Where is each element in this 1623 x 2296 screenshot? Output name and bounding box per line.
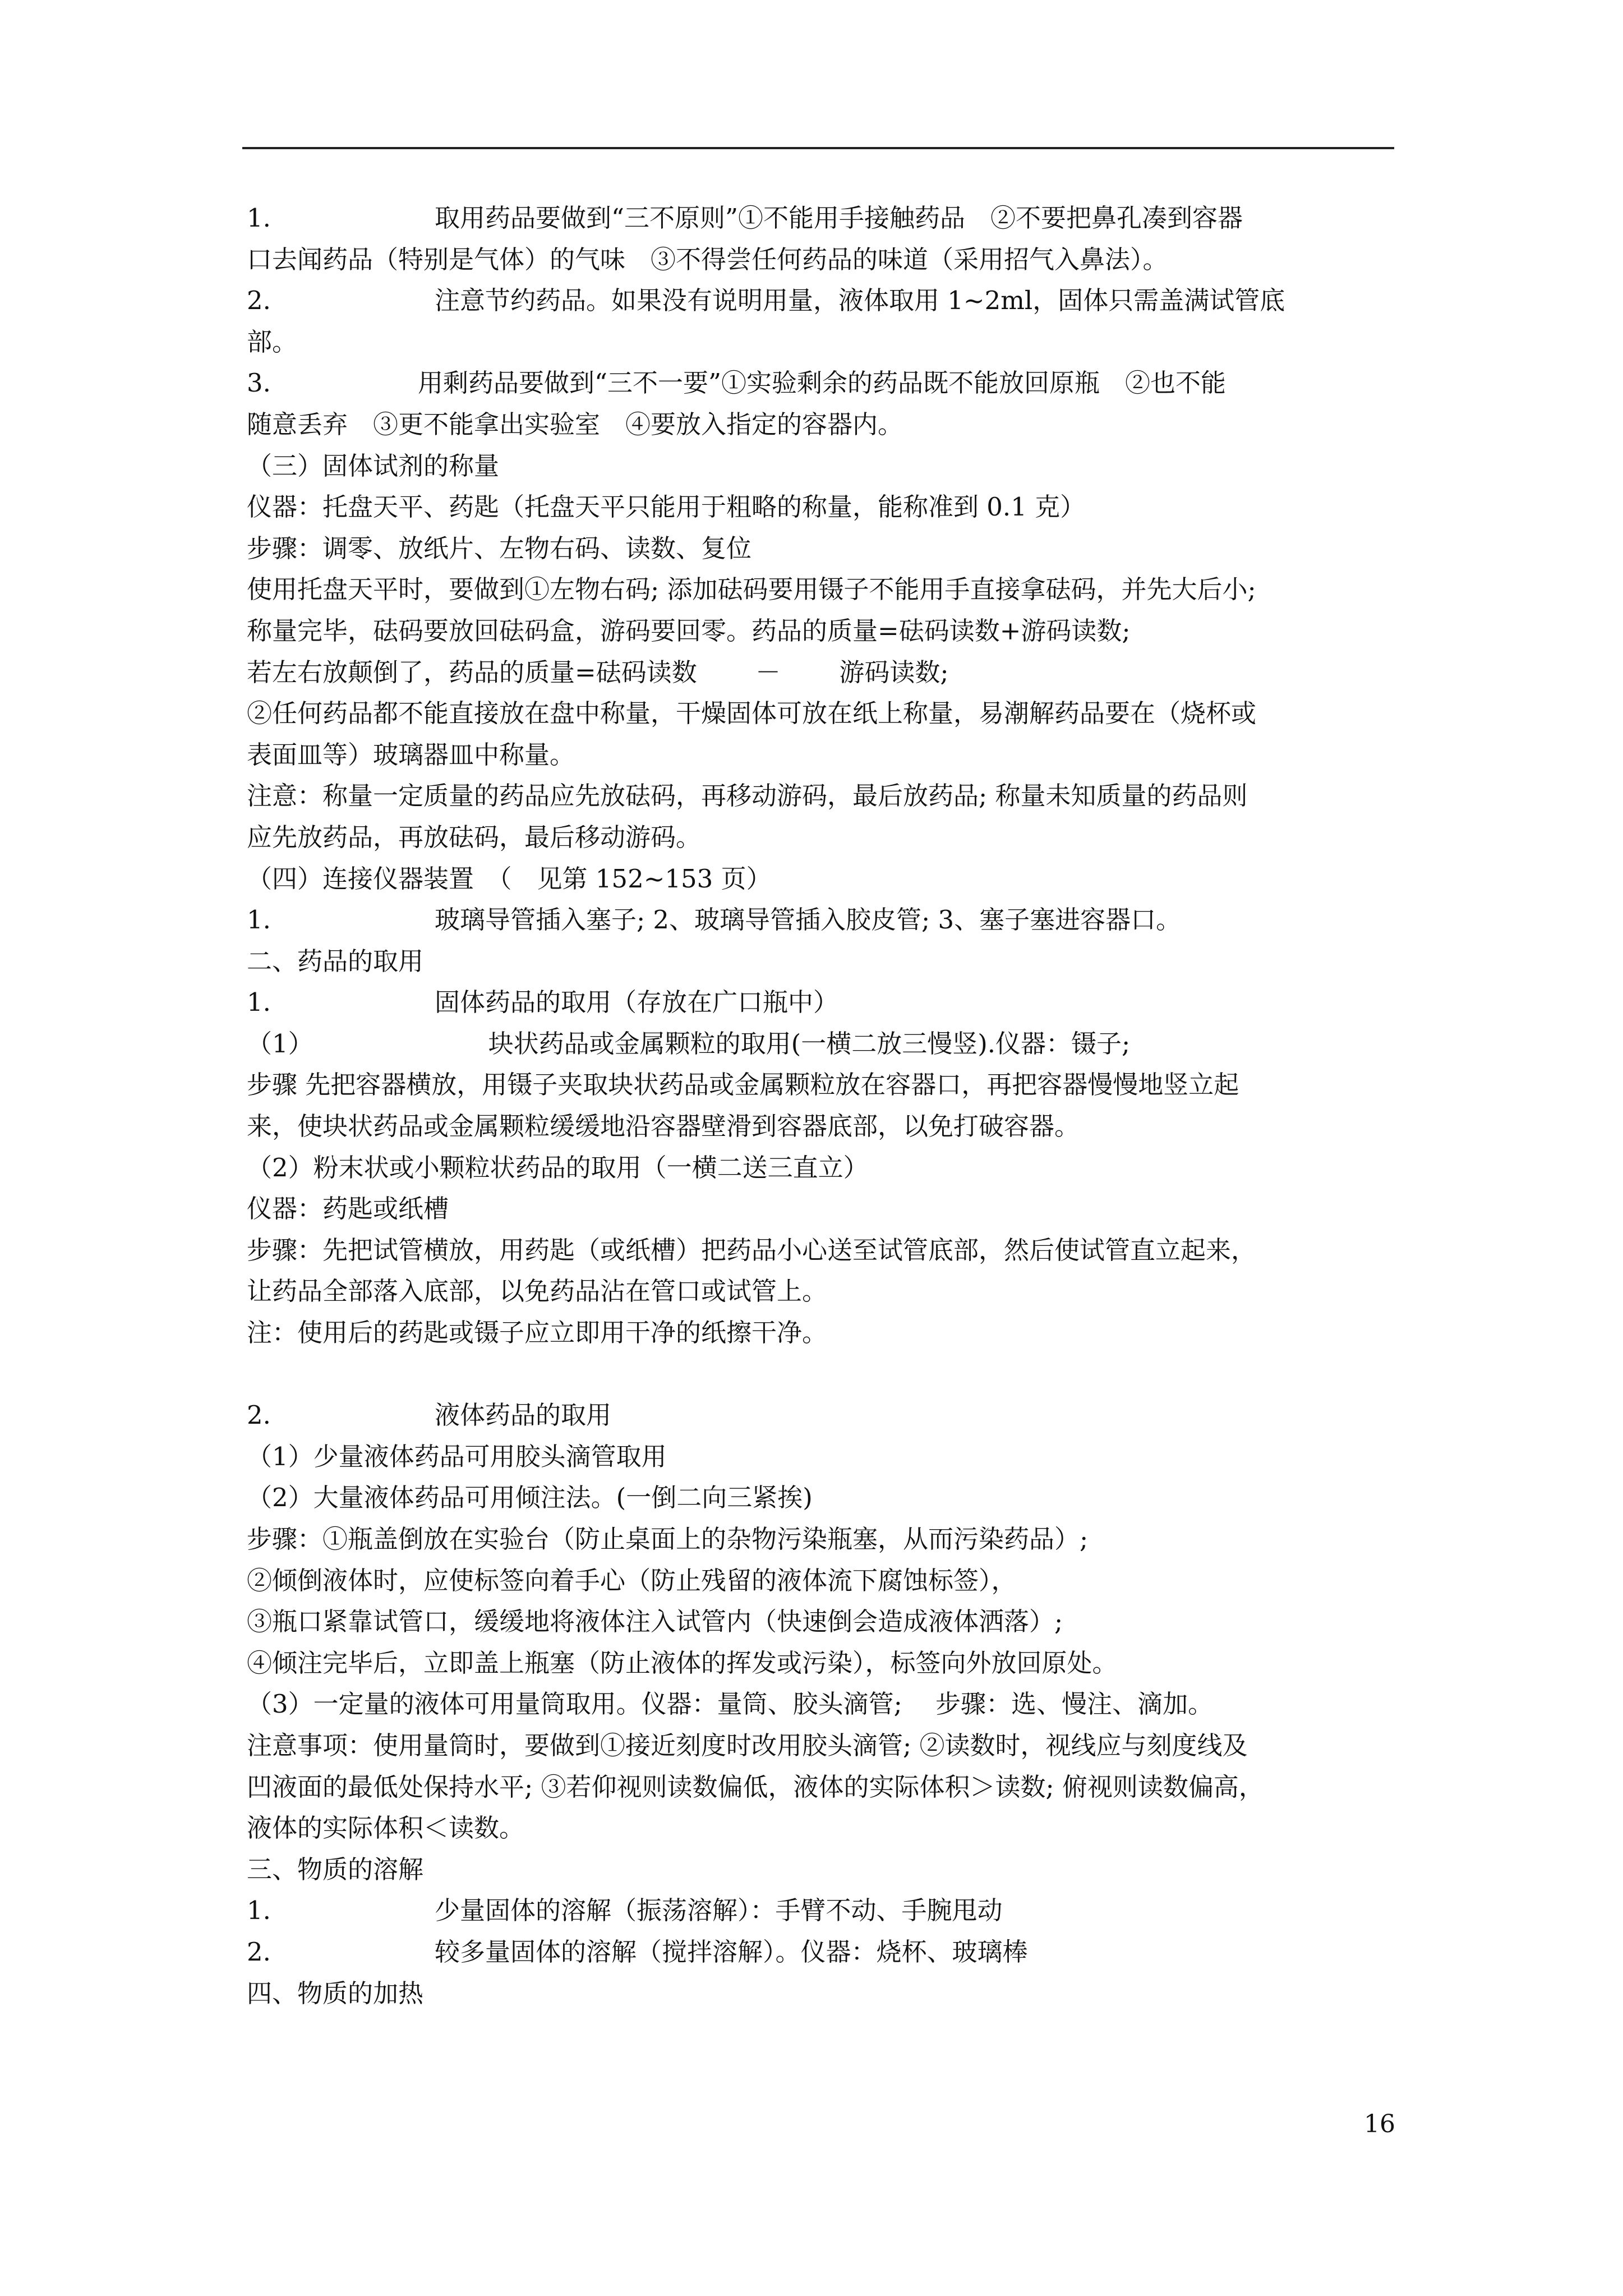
line-text: 注意事项：使用量筒时，要做到①接近刻度时改用胶头滴管; ②读数时，视线应与刻度线及 [247,1730,1248,1760]
line-text: 来，使块状药品或金属颗粒缓缓地沿容器壁滑到容器底部，以免打破容器。 [247,1111,1080,1142]
item-number: 1. [247,1895,271,1926]
text-line [247,1477,1402,1519]
line-text: （2）大量液体药品可用倾注法。(一倒二向三紧挨) [247,1483,813,1513]
line-text: 凹液面的最低处保持水平; ③若仰视则读数偏低，液体的实际体积＞读数; 俯视则读数偏高， [247,1772,1264,1802]
line-text: 让药品全部落入底部，以免药品沾在管口或试管上。 [247,1276,828,1306]
line-text: 若左右放颠倒了，药品的质量=砝码读数 － 游码读数; [247,657,949,687]
text-line [247,1849,1402,1890]
line-text: （三）固体试剂的称量 [247,450,500,481]
item-number: 2. [247,286,271,316]
text-line [247,528,1402,569]
text-line [247,982,1402,1023]
item-number: 1. [247,203,271,233]
line-text: 步骤：先把试管横放，用药匙（或纸槽）把药品小心送至试管底部，然后使试管直立起来， [247,1235,1257,1265]
text-line [247,1188,1402,1230]
item-number: 1. [247,905,271,935]
line-text: 仪器：托盘天平、药匙（托盘天平只能用于粗略的称量，能称准到 0.1 克） [247,492,1086,522]
line-text: 部。 [247,326,298,357]
text-line [247,569,1402,610]
line-text: 固体药品的取用（存放在广口瓶中） [434,987,838,1018]
text-line [247,858,1402,900]
text-line [247,1766,1402,1808]
text-line [247,321,1402,363]
text-line [247,1601,1402,1642]
text-line [247,1147,1402,1189]
item-number: 2. [247,1400,271,1430]
text-line [247,1973,1402,2014]
line-text: 仪器：药匙或纸槽 [247,1194,449,1224]
text-line [247,1436,1402,1478]
line-text: 称量完毕，砝码要放回砝码盒，游码要回零。药品的质量=砝码读数+游码读数; [247,615,1131,646]
line-text: 注意：称量一定质量的药品应先放砝码，再移动游码，最后放药品; 称量未知质量的药品则 [247,781,1248,811]
line-text: 口去闻药品（特别是气体）的气味 ③不得尝任何药品的味道（采用招气入鼻法）。 [247,244,1168,274]
line-text: （1）少量液体药品可用胶头滴管取用 [247,1441,667,1471]
line-text: ④倾注完毕后，立即盖上瓶塞（防止液体的挥发或污染），标签向外放回原处。 [247,1648,1118,1678]
document-body [247,197,1402,2014]
line-text: ②任何药品都不能直接放在盘中称量，干燥固体可放在纸上称量，易潮解药品要在（烧杯或 [247,698,1257,729]
line-text: 液体药品的取用 [434,1400,611,1430]
text-line [247,652,1402,693]
item-number: 2. [247,1936,271,1967]
header-rule [242,147,1394,149]
line-text: 用剩药品要做到“三不一要”①实验剩余的药品既不能放回原瓶 ②也不能 [417,368,1226,398]
text-line [247,197,1402,239]
line-text: 液体的实际体积＜读数。 [247,1813,525,1843]
item-number: 3. [247,368,271,398]
text-line [247,775,1402,817]
text-line [247,610,1402,652]
line-text: ②倾倒液体时，应使标签向着手心（防止残留的液体流下腐蚀标签）， [247,1565,1017,1595]
line-text: 注意节约药品。如果没有说明用量，液体取用 1~2ml，固体只需盖满试管底 [434,286,1285,316]
line-text: 随意丢弃 ③更不能拿出实验室 ④要放入指定的容器内。 [247,409,903,439]
text-line [247,239,1402,280]
text-line [247,817,1402,858]
page-number: 16 [1364,2110,1395,2138]
line-text: 使用托盘天平时，要做到①左物右码; 添加砝码要用镊子不能用手直接拿砝码，并先大后小; [247,574,1256,605]
text-line [247,1683,1402,1725]
text-line [247,1560,1402,1602]
line-text: 块状药品或金属颗粒的取用(一横二放三慢竖).仪器：镊子; [488,1028,1131,1059]
line-text: 四、物质的加热 [247,1978,424,2008]
text-line [247,1354,1402,1395]
line-text: 较多量固体的溶解（搅拌溶解）。仪器：烧杯、玻璃棒 [434,1936,1028,1967]
line-text: 玻璃导管插入塞子; 2、玻璃导管插入胶皮管; 3、塞子塞进容器口。 [434,905,1182,935]
line-text: 步骤：调零、放纸片、左物右码、读数、复位 [247,533,752,563]
line-text: 二、药品的取用 [247,946,424,976]
text-line [247,1106,1402,1147]
text-line [247,1807,1402,1849]
text-line [247,1890,1402,1931]
item-number: （1） [247,1028,313,1059]
line-text: 表面皿等）玻璃器皿中称量。 [247,739,575,770]
line-text: 三、物质的溶解 [247,1854,424,1884]
text-line [247,1023,1402,1065]
line-text: 少量固体的溶解（振荡溶解）：手臂不动、手腕甩动 [434,1895,1003,1926]
text-line [247,1931,1402,1973]
text-line [247,486,1402,528]
text-line [247,445,1402,487]
line-text: 步骤 先把容器横放，用镊子夹取块状药品或金属颗粒放在容器口，再把容器慢慢地竖立起 [247,1070,1239,1100]
text-line [247,1519,1402,1560]
text-line [247,1312,1402,1354]
text-line [247,693,1402,734]
text-line [247,1271,1402,1312]
text-line [247,1725,1402,1766]
line-text: （3）一定量的液体可用量筒取用。仪器：量筒、胶头滴管; 步骤：选、慢注、滴加。 [247,1689,1214,1719]
text-line [247,1064,1402,1106]
line-text: 应先放药品，再放砝码，最后移动游码。 [247,822,702,852]
line-text: 取用药品要做到“三不原则”①不能用手接触药品 ②不要把鼻孔凑到容器 [434,203,1243,233]
text-line [247,362,1402,404]
text-line [247,280,1402,321]
item-number: 1. [247,987,271,1018]
line-text: （四）连接仪器装置 （ 见第 152~153 页） [247,863,772,894]
text-line [247,1230,1402,1271]
text-line [247,734,1402,776]
line-text: 注：使用后的药匙或镊子应立即用干净的纸擦干净。 [247,1318,828,1348]
line-text: 步骤：①瓶盖倒放在实验台（防止桌面上的杂物污染瓶塞，从而污染药品）; [247,1524,1089,1554]
text-line [247,1395,1402,1436]
text-line [247,1642,1402,1684]
text-line [247,899,1402,941]
line-text: （2）粉末状或小颗粒状药品的取用（一横二送三直立） [247,1152,869,1182]
text-line [247,404,1402,445]
text-line [247,941,1402,982]
line-text: ③瓶口紧靠试管口，缓缓地将液体注入试管内（快速倒会造成液体洒落）; [247,1607,1063,1637]
